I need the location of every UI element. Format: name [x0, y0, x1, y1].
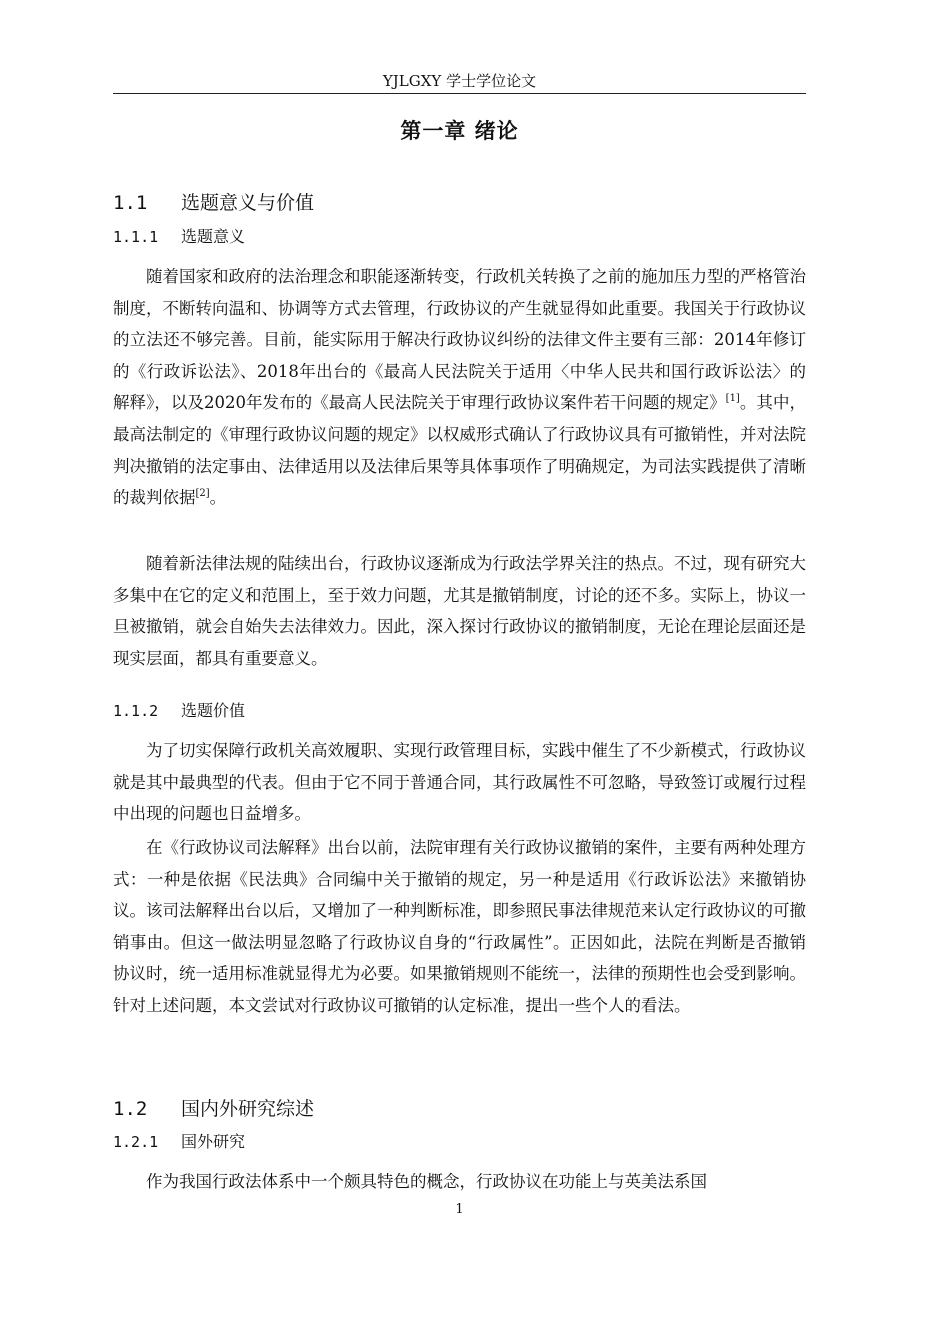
- subsection-number: 1.1.2: [113, 702, 159, 720]
- page-number: 1: [455, 1202, 464, 1217]
- section-heading-1-2: [113, 1095, 314, 1123]
- paragraph-text: 随着国家和政府的法治理念和职能逐渐转变，行政机关转换了之前的施加压力型的严格管治制度，不断转向温和、协调等方式去管理，行政协议的产生就显得如此重要。我国关于行政协议的立法还不够完善。目前，能实际用于解决行政协议纠纷的法律文件主要有三部：2014年修订的《行政诉讼法》、2018年出台的《最高人民法院关于适用〈中华人民共和国行政诉讼法〉的解释》，以及2020年发布的《最高人民法院关于审理行政协议案件若干问题的规定》: [113, 267, 806, 413]
- paragraph-significance-1: [113, 261, 806, 514]
- subsection-number: 1.2.1: [113, 1133, 159, 1151]
- section-title: 选题意义与价值: [181, 192, 315, 214]
- subsection-title: 国外研究: [181, 1132, 246, 1151]
- paragraph-text: 。: [209, 488, 227, 508]
- citation-2[interactable]: [2]: [195, 488, 210, 500]
- paragraph-value-1: 为了切实保障行政机关高效履职、实现行政管理目标，实践中催生了不少新模式，行政协议就是其中最典型的代表。但由于它不同于普通合同，其行政属性不可忽略，导致签订或履行过程中出现的问题也日益增多。: [113, 741, 806, 824]
- section-heading-1-1: [113, 189, 314, 217]
- paragraph-significance-2: 随着新法律法规的陆续出台，行政协议逐渐成为行政法学界关注的热点。不过，现有研究大多集中在它的定义和范围上，至于效力问题，尤其是撤销制度，讨论的还不多。实际上，协议一旦被撤销，就会自始失去法律效力。因此，深入探讨行政协议的撤销制度，无论在理论层面还是现实层面，都具有重要意义。: [113, 554, 806, 668]
- section-number: 1.2: [113, 1098, 148, 1120]
- subsection-number: 1.1.1: [113, 228, 159, 246]
- paragraph-value-2: 在《行政协议司法解释》出台以前，法院审理有关行政协议撤销的案件，主要有两种处理方式：一种是依据《民法典》合同编中关于撤销的规定，另一种是适用《行政诉讼法》来撤销协议。该司法解释出台以后，又增加了一种判断标准，即参照民事法律规范来认定行政协议的可撤销事由。但这一做法明显忽略了行政协议自身的“行政属性”。正因如此，法院在判断是否撤销协议时，统一适用标准就显得尤为必要。如果撤销规则不能统一，法律的预期性也会受到影响。针对上述问题，本文尝试对行政协议可撤销的认定标准，提出一些个人的看法。: [113, 838, 806, 1015]
- section-title: 国内外研究综述: [181, 1098, 315, 1120]
- paragraph-foreign-research: 作为我国行政法体系中一个颇具特色的概念，行政协议在功能上与英美法系国: [146, 1172, 707, 1191]
- subsection-heading-1-1-1: [113, 225, 245, 249]
- citation-1[interactable]: [1]: [725, 393, 740, 405]
- chapter-title: 第一章 绪论: [400, 119, 519, 143]
- header-rule: [113, 93, 806, 94]
- section-number: 1.1: [113, 192, 148, 214]
- subsection-heading-1-1-2: [113, 699, 245, 723]
- subsection-heading-1-2-1: [113, 1130, 245, 1154]
- subsection-title: 选题价值: [181, 701, 246, 720]
- subsection-title: 选题意义: [181, 227, 246, 246]
- running-header: YJLGXY 学士学位论文: [382, 72, 537, 90]
- paragraph-text: 。其中，最高法制定的《审理行政协议问题的规定》以权威形式确认了行政协议具有可撤销性，并对法院判决撤销的法定事由、法律适用以及法律后果等具体事项作了明确规定，为司法实践提供了清晰的裁判依据: [113, 393, 807, 508]
